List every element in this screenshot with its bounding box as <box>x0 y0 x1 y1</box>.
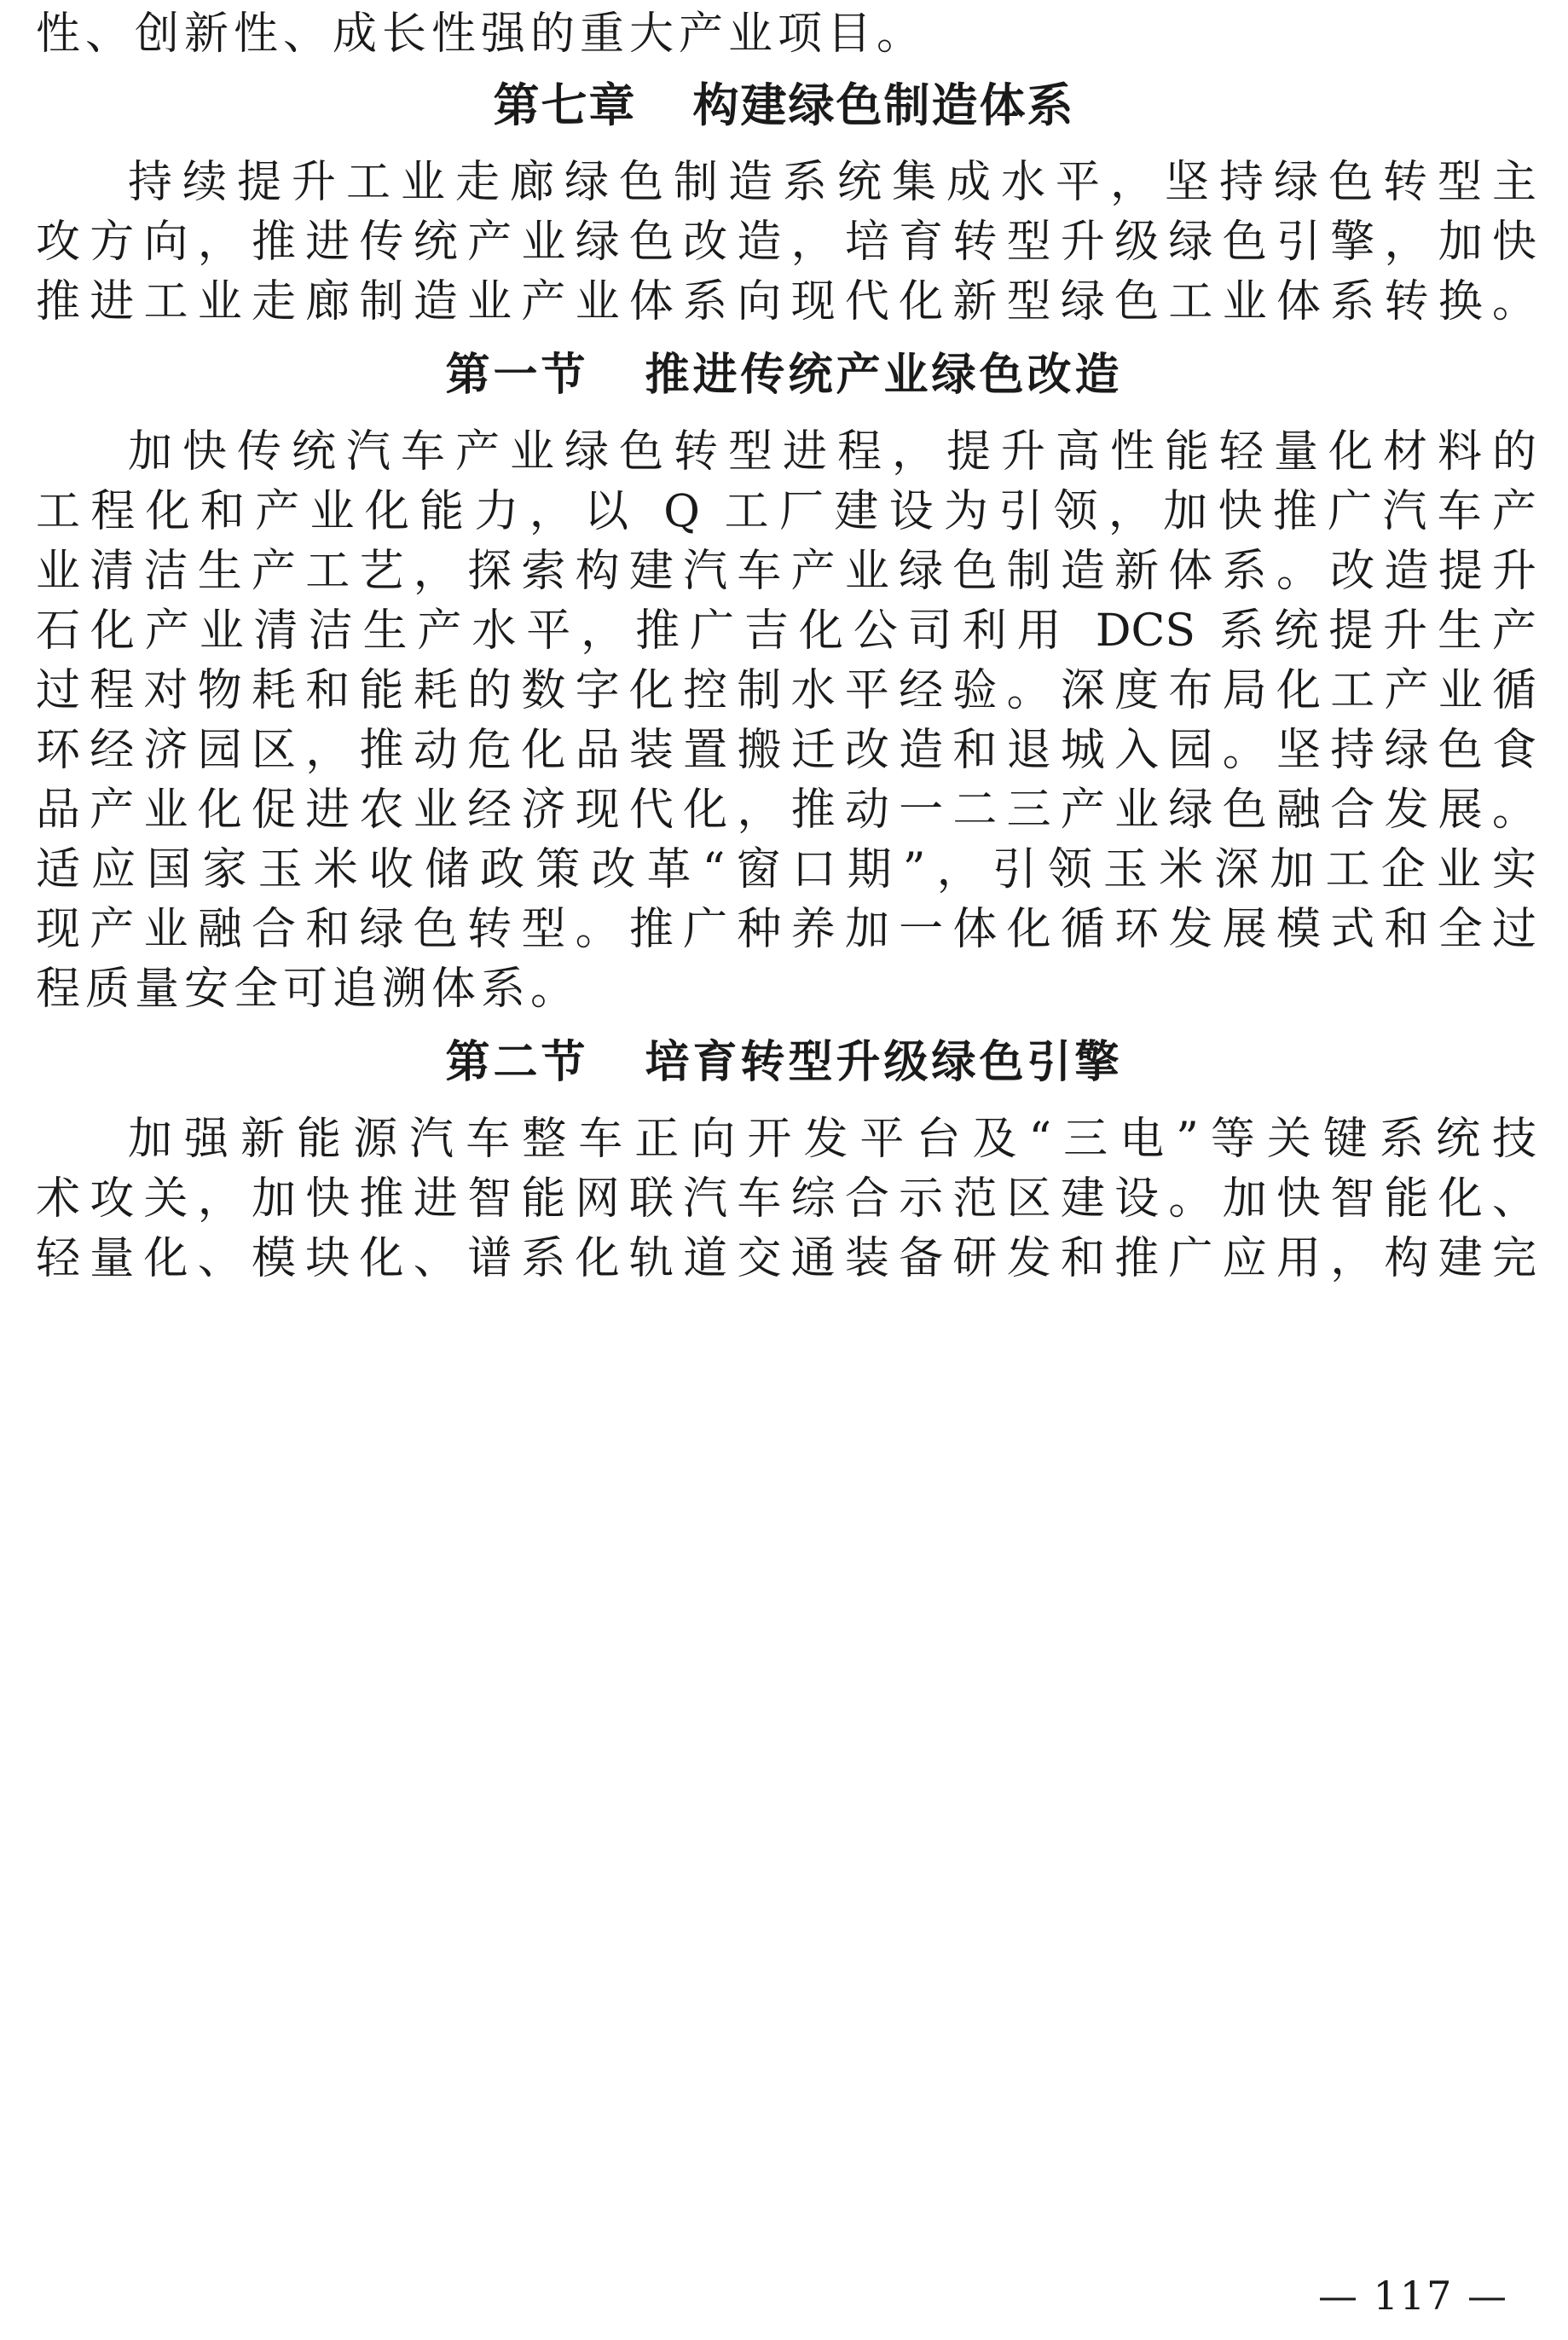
section-title: 推进传统产业绿色改造 <box>645 349 1123 401</box>
paragraph-line: 品产业化促进农业经济现代化，推动一二三产业绿色融合发展。 <box>36 785 1536 836</box>
paragraph-line: 加快传统汽车产业绿色转型进程，提升高性能轻量化材料的 <box>128 426 1536 478</box>
paragraph-line: 加强新能源汽车整车正向开发平台及“三电”等关键系统技 <box>128 1114 1536 1165</box>
section-title: 培育转型升级绿色引擎 <box>645 1036 1123 1088</box>
paragraph-line: 适应国家玉米收储政策改革“窗口期”，引领玉米深加工企业实 <box>36 844 1536 895</box>
page-number: — 117 — <box>1317 2273 1508 2319</box>
paragraph-line: 轻量化、模块化、谱系化轨道交通装备研发和推广应用，构建完 <box>36 1233 1536 1284</box>
paragraph-line: 环经济园区，推动危化品装置搬迁改造和退城入园。坚持绿色食 <box>36 725 1536 776</box>
paragraph-line: 术攻关，加快推进智能网联汽车综合示范区建设。加快智能化、 <box>36 1173 1536 1225</box>
paragraph-line: 现产业融合和绿色转型。推广种养加一体化循环发展模式和全过 <box>36 904 1536 955</box>
paragraph-line: 持续提升工业走廊绿色制造系统集成水平，坚持绿色转型主 <box>128 157 1536 208</box>
chapter-title: 构建绿色制造体系 <box>692 78 1075 132</box>
section-number: 第二节 <box>445 1036 589 1088</box>
chapter-number: 第七章 <box>493 78 637 132</box>
paragraph-line: 业清洁生产工艺，探索构建汽车产业绿色制造新体系。改造提升 <box>36 546 1536 597</box>
section-number: 第一节 <box>445 349 589 401</box>
chapter-heading <box>0 75 1568 136</box>
paragraph-line: 过程对物耗和能耗的数字化控制水平经验。深度布局化工产业循 <box>36 665 1536 716</box>
paragraph-line: 攻方向，推进传统产业绿色改造，培育转型升级绿色引擎，加快 <box>36 217 1536 268</box>
section-heading <box>0 1032 1568 1093</box>
paragraph-line: 程质量安全可追溯体系。 <box>36 964 581 1015</box>
paragraph-line: 推进工业走廊制造业产业体系向现代化新型绿色工业体系转换。 <box>36 276 1536 327</box>
section-heading <box>0 345 1568 406</box>
paragraph-line: 性、创新性、成长性强的重大产业项目。 <box>36 9 927 60</box>
paragraph-line: 石化产业清洁生产水平，推广吉化公司利用 DCS 系统提升生产 <box>36 605 1536 657</box>
paragraph-line: 工程化和产业化能力，以 Q 工厂建设为引领，加快推广汽车产 <box>36 486 1536 537</box>
